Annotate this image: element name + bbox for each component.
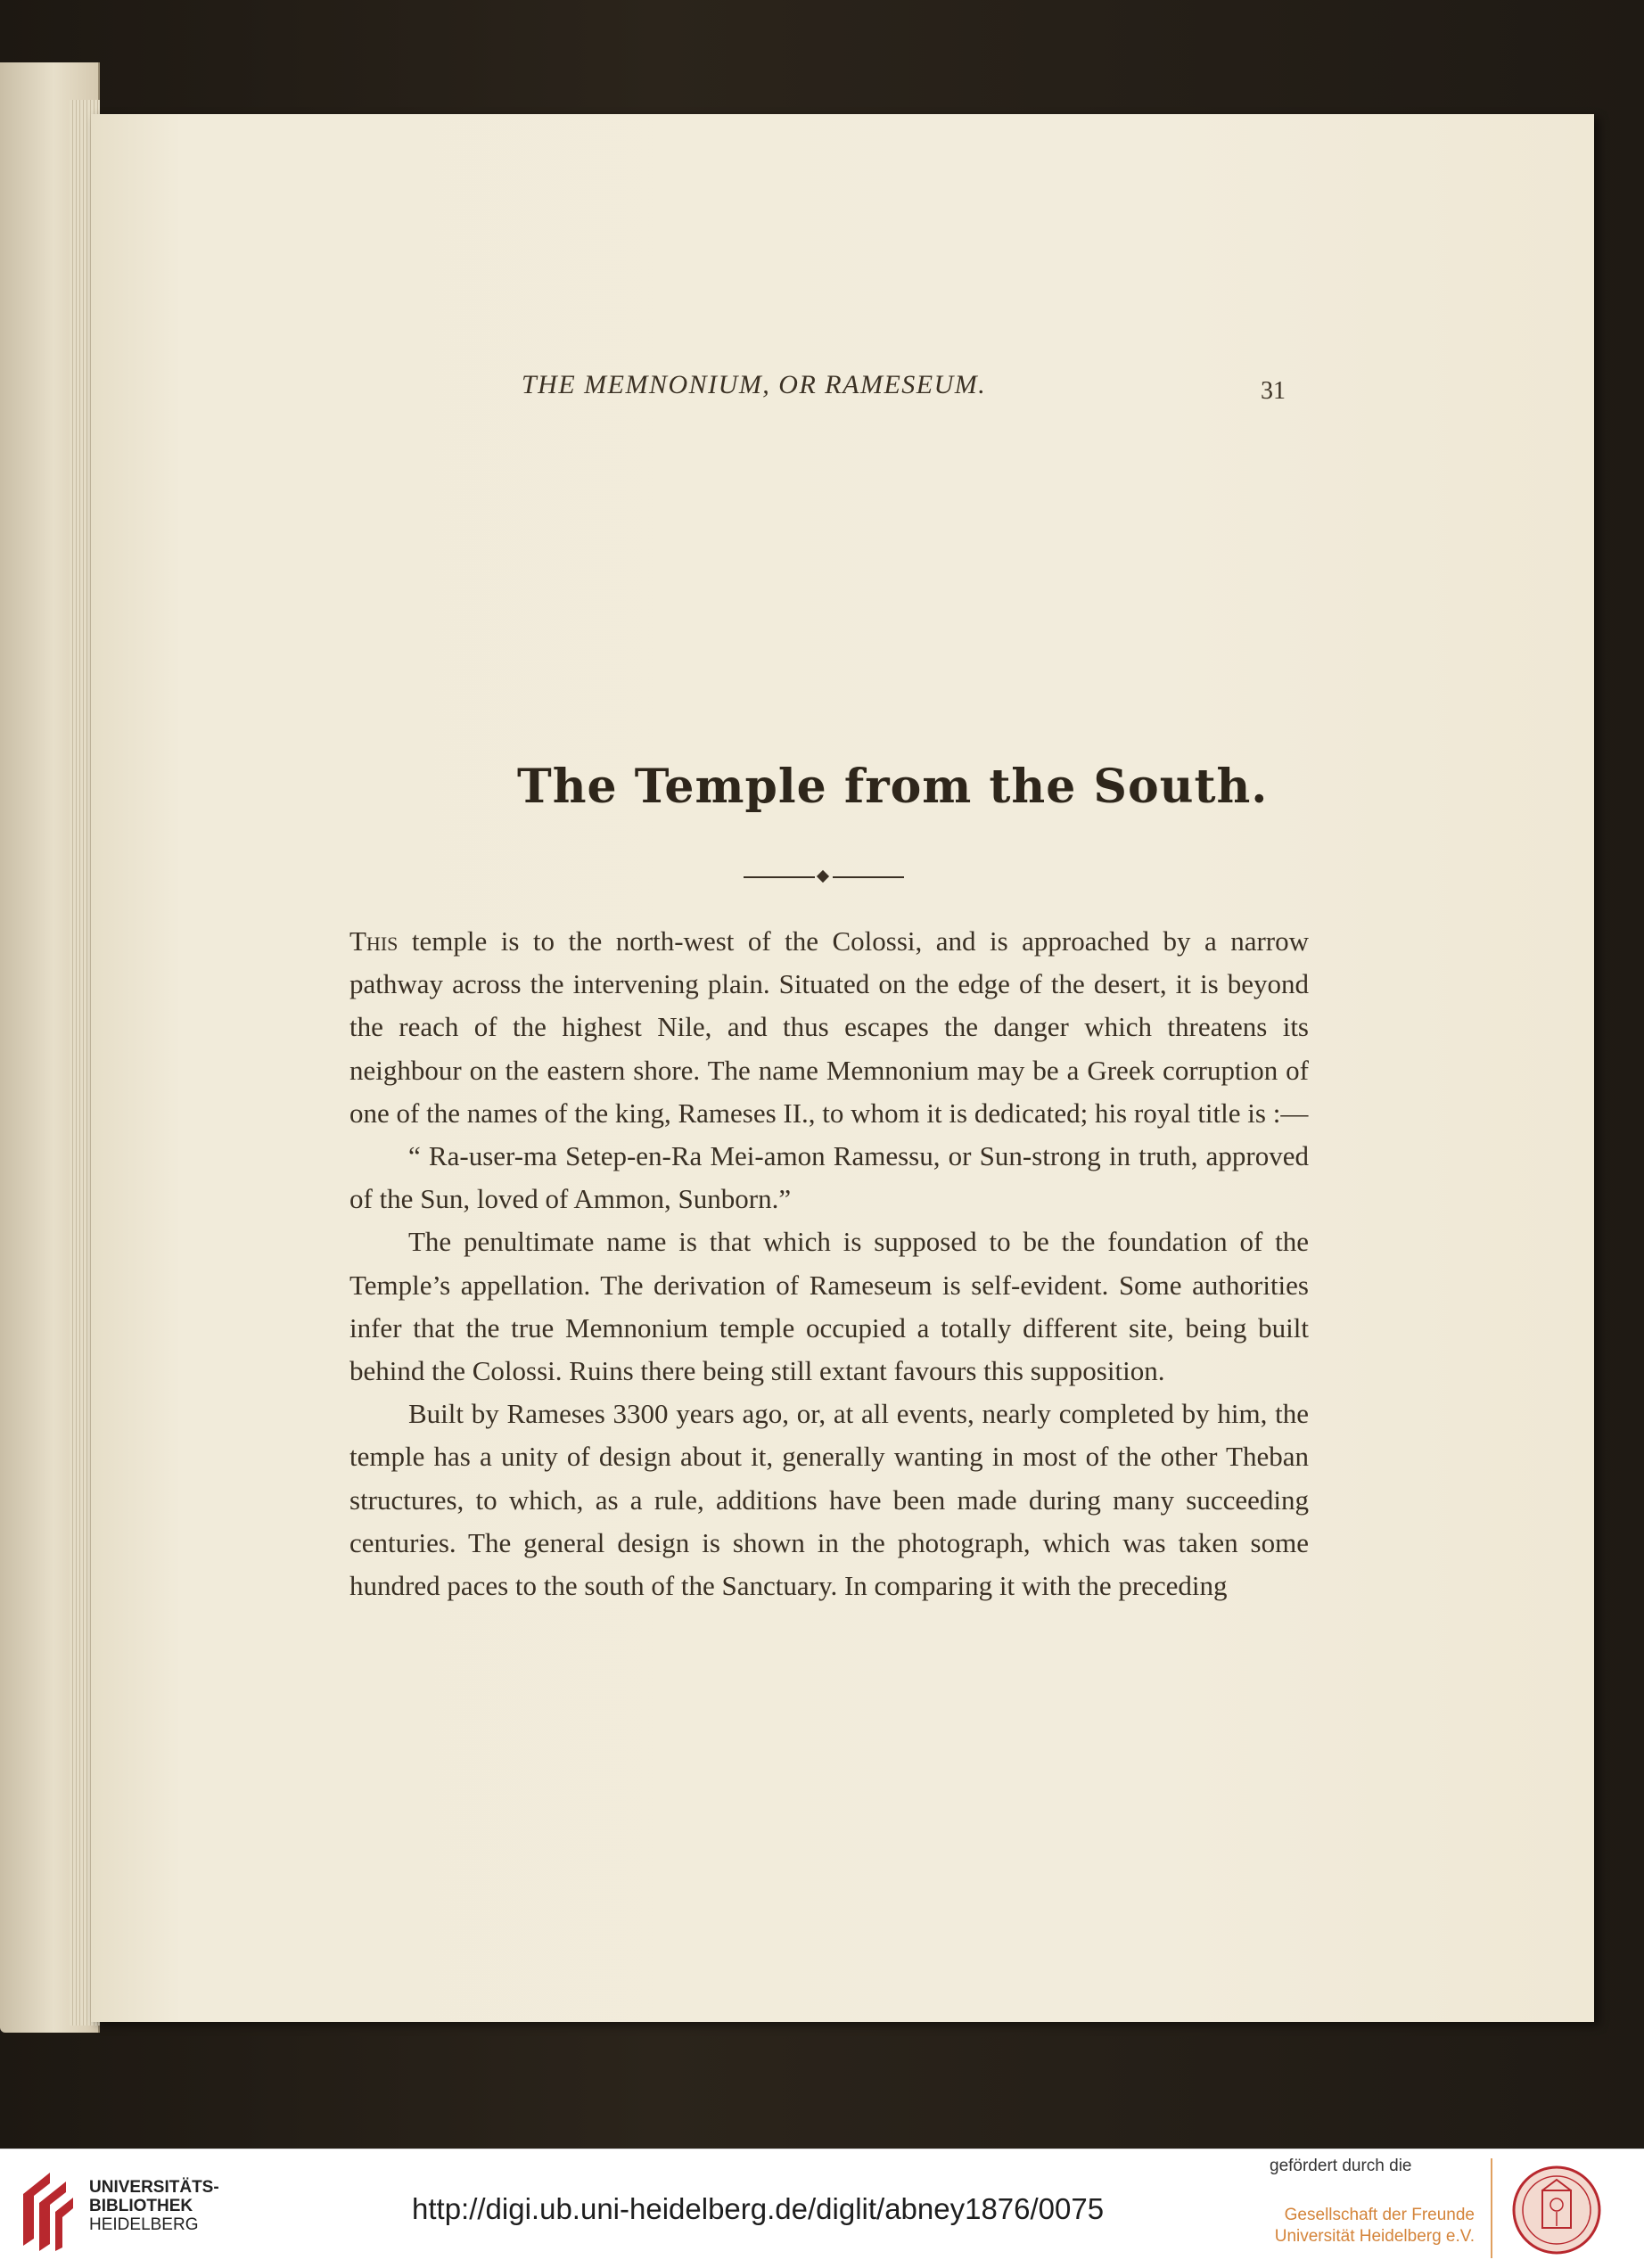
paragraph-lead-word: This <box>349 925 399 957</box>
running-title: THE MEMNONIUM, OR RAMESEUM. <box>522 370 987 399</box>
library-name: UNIVERSITÄTS- BIBLIOTHEK HEIDELBERG <box>89 2178 219 2234</box>
sponsor-name[interactable]: Gesellschaft der Freunde Universität Heidelberg e.V. <box>1274 2206 1475 2246</box>
paragraph-1 <box>349 920 1309 1135</box>
running-head <box>0 370 1644 415</box>
document-url-link[interactable]: http://digi.ub.uni-heidelberg.de/diglit/abney1876/0075 <box>412 2192 1105 2225</box>
paragraph-3: The penultimate name is that which is supposed to be the foundation of the Temple’s appellation. The derivation of Rameseum is self-evident. Some authorities infer that the true Memnonium temple occupied a totally different site, being built behind the Colossi. Ruins there being still extant favours this supposition. <box>349 1226 1309 1387</box>
footer-bar <box>0 2149 1644 2268</box>
page-number: 31 <box>1261 377 1286 405</box>
paragraph-1-text: temple is to the north-west of the Colossi, and is approached by a narrow pathway across the intervening plain. Situated on the edge of the desert, it is beyond the reach of the highest Nile, and thus escapes the danger which threatens its neighbour on the eastern shore. The name Memnonium may be a Greek corruption of one of the names of the king, Rameses II., to whom it is dedicated; his royal title is :— <box>349 925 1309 1129</box>
title-ornament <box>744 872 904 883</box>
university-seal-icon <box>1512 2165 1601 2255</box>
body-text <box>349 920 1309 1607</box>
sponsor-label: gefördert durch die <box>1270 2157 1412 2175</box>
paragraph-2: “ Ra-user-ma Setep-en-Ra Mei-amon Ramessu, or Sun-strong in truth, approved of the Sun, loved of Ammon, Sunborn.” <box>349 1140 1309 1215</box>
paragraph-4: Built by Rameses 3300 years ago, or, at all events, nearly completed by him, the temple has a unity of design about it, generally wanting in most of the other Theban structures, to which, as a rule, additions have been made during many succeeding centuries. The general design is shown in the photograph, which was taken some hundred paces to the south of the Sanctuary. In comparing it with the preceding <box>349 1398 1309 1602</box>
sponsor-divider <box>1491 2158 1492 2258</box>
section-title: The Temple from the South. <box>517 760 1269 814</box>
university-library-logo-icon[interactable] <box>16 2167 77 2251</box>
